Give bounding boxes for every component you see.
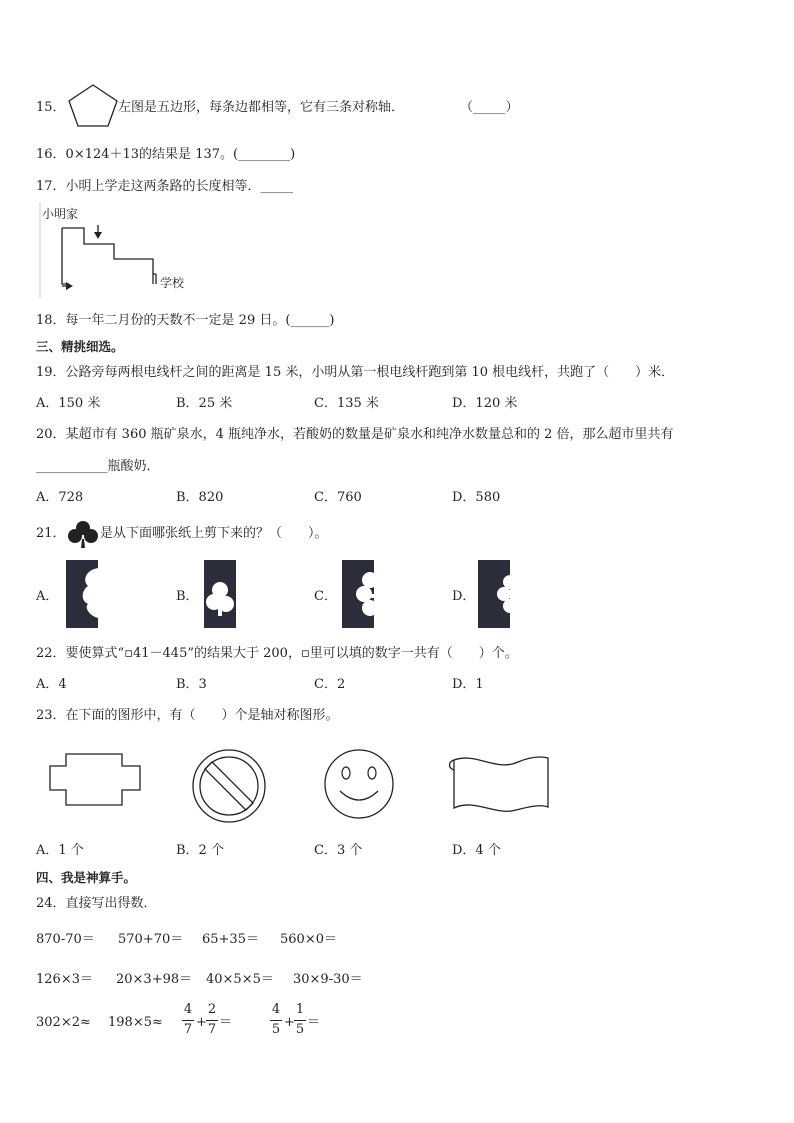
q23-option-a[interactable]: A．1 个 [36,843,84,858]
q15-number: 15． [36,100,66,115]
q24-fraction-2b [294,1003,306,1037]
q24-fraction-1b [206,1003,218,1037]
q23-option-d[interactable]: D．4 个 [452,843,501,858]
q21-paper-d-image [478,560,512,628]
section-4-title: 四、我是神算手。 [36,870,137,885]
pentagon-figure [66,83,120,129]
q19-option-b[interactable]: B．25 米 [176,396,233,411]
q22-text: 22．要使算式“▫41－445”的结果大于 200，▫里可以填的数字一共有（ ）个。 [36,646,518,661]
q24-row1-item2: 570+70＝ [118,932,184,947]
q16-text: 16．0×124＋13的结果是 137。(________) [36,147,296,162]
q18-text: 18．每一年二月份的天数不一定是 29 日。(______) [36,313,335,328]
q24-row2-item1: 126×3＝ [36,972,93,987]
denominator: 5 [295,1022,305,1037]
plus-sign: + [284,1015,295,1030]
q24-row3-item1: 302×2≈ [36,1015,91,1030]
q24-fraction-1a [182,1003,194,1037]
q24-fraction-2a [270,1003,282,1037]
q23-smiley-face-figure [322,747,398,823]
q23-option-b[interactable]: B．2 个 [176,843,224,858]
q19-option-d[interactable]: D．120 米 [452,396,518,411]
q21-paper-a-image [66,560,100,628]
q23-no-entry-sign-figure [190,747,270,827]
q24-row1-item4: 560×0＝ [280,932,337,947]
q21-option-b[interactable]: B． [176,589,199,604]
q20-option-d[interactable]: D．580 [452,490,501,505]
school-label: 学校 [160,276,185,290]
clover-shape-icon [67,519,99,549]
equals-sign: ＝ [307,1015,321,1030]
q21-option-d[interactable]: D． [452,589,476,604]
denominator: 7 [183,1022,193,1037]
q24-row3-item2: 198×5≈ [108,1015,163,1030]
q20-option-c[interactable]: C．760 [314,490,362,505]
numerator: 1 [295,1002,305,1017]
numerator: 4 [271,1002,281,1017]
q19-option-c[interactable]: C．135 米 [314,396,379,411]
q20-text: 20．某超市有 360 瓶矿泉水，4 瓶纯净水，若酸奶的数量是矿泉水和纯净水数量总和的 2 倍，那么超市里共有 [36,427,674,442]
q22-option-d[interactable]: D．1 [452,677,484,692]
q22-option-b[interactable]: B．3 [176,677,207,692]
q21-paper-b-image [204,560,238,628]
section-3-title: 三、精挑细选。 [36,339,124,354]
q21-number: 21． [36,526,66,541]
q24-row2-item3: 40×5×5＝ [206,972,274,987]
numerator: 2 [207,1002,217,1017]
q23-flag-banner-figure [446,752,552,814]
q24-row2-item4: 30×9-30＝ [293,972,363,987]
q24-row2-item2: 20×3+98＝ [116,972,193,987]
q23-option-c[interactable]: C．3 个 [314,843,363,858]
q15-answer-blank[interactable]: （_____） [460,100,519,115]
q19-text: 19．公路旁每两根电线杆之间的距离是 15 米，小明从第一根电线杆跑到第 10 根电线杆，共跑了（ ）米． [36,365,675,380]
q21-text: 是从下面哪张纸上剪下来的？（ ）。 [100,526,328,541]
denominator: 7 [207,1022,217,1037]
denominator: 5 [271,1022,281,1037]
q24-row1-item3: 65+35＝ [202,932,259,947]
q19-option-a[interactable]: A．150 米 [36,396,101,411]
route-map-figure [38,200,198,300]
q21-option-c[interactable]: C． [314,589,337,604]
q20-option-b[interactable]: B．820 [176,490,224,505]
q24-row1-item1: 870-70＝ [36,932,95,947]
q17-text: 17．小明上学走这两条路的长度相等．_____ [36,179,294,194]
q21-paper-c-image [342,560,376,628]
q23-notched-rectangle-figure [48,750,144,810]
q20-option-a[interactable]: A．728 [36,490,84,505]
q20-text-continued: ___________瓶酸奶． [36,459,160,474]
plus-sign: + [196,1015,207,1030]
q22-option-c[interactable]: C．2 [314,677,346,692]
equals-sign: ＝ [219,1015,233,1030]
q21-option-a[interactable]: A． [36,589,59,604]
home-label: 小明家 [42,207,79,221]
q15-text: 左图是五边形，每条边都相等，它有三条对称轴． [118,100,405,115]
q22-option-a[interactable]: A．4 [36,677,67,692]
numerator: 4 [183,1002,193,1017]
q23-text: 23．在下面的图形中，有（ ）个是轴对称图形。 [36,708,339,723]
q24-text: 24．直接写出得数． [36,896,157,911]
